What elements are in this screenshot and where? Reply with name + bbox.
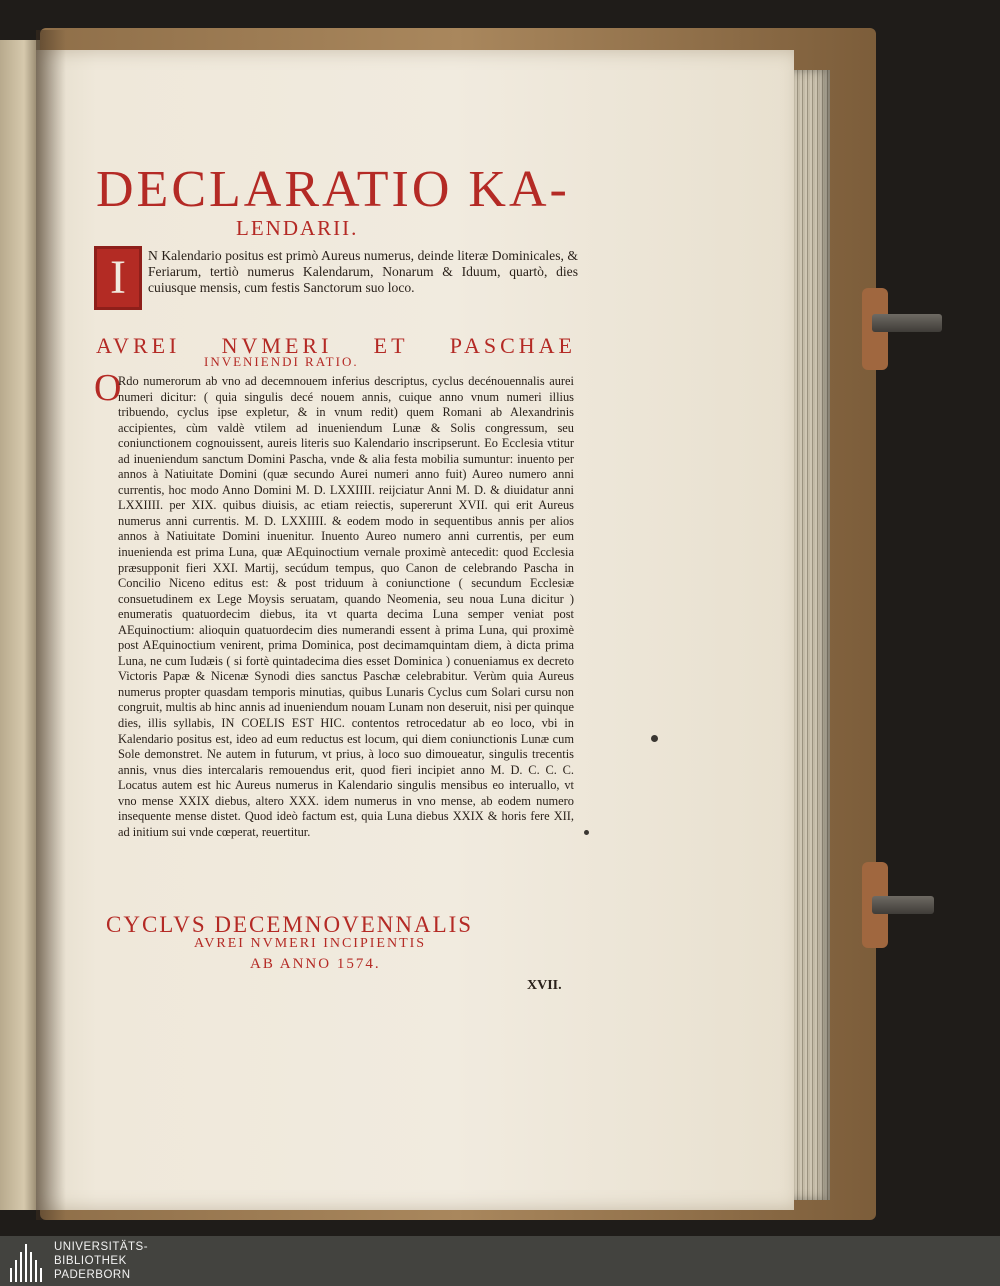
heading-word: NVMERI [221, 333, 333, 358]
clasp-bottom [872, 896, 934, 914]
spine-shadow [36, 30, 66, 1220]
title-line-1: DECLARATIO KA- [96, 161, 570, 218]
library-name-line: PADERBORN [54, 1269, 131, 1281]
section-subheading: INVENIENDI RATIO. [204, 354, 359, 369]
library-logo-icon [10, 1240, 48, 1282]
drop-cap: I [94, 246, 142, 310]
library-name-line: BIBLIOTHEK [54, 1255, 127, 1267]
heading-word: AVREI [96, 333, 181, 358]
title-line-2: LENDARII. [236, 216, 359, 240]
library-name [54, 1240, 148, 1282]
page-fore-edge [790, 70, 830, 1200]
heading-word: ET [373, 333, 409, 358]
initial-letter: O [94, 367, 122, 409]
library-name-line: UNIVERSITÄTS- [54, 1241, 149, 1253]
body-paragraph: Rdo numerorum ab vno ad decemnouem inferius descriptus, cyclus decénouennalis aurei numeri dicitur: ( quia singulis decé nouem annis, cuique anno vnum numeri illius tribuendo, cyclus ipse expletur, & in vnum redit) quem Romani ab Alexandrinis accipientes, cùm valdè vtilem ad inueniendum Lunæ & Solis congressum, seu coniunctionem cognouissent, aureis literis suo Kalendario inscripserunt. Eo Ecclesia vtitur ad inueniendum sanctum Domini Pascha, vnde & alia festa mobilia sumuntur: inuento per annos à Natiuitate Domini (quæ secundo Aurei numeri anno fuit) Aureo numero anni currentis, hoc modo Anno Domini M. D. LXXIIII. reijciatur Anni M. D. & diuidatur anni LXXIIII. per XIX. quibus diuisis, ac etiam reiectis, supererunt XVII. qui erit Aureus numerus anni currentis. M. D. LXXIIII. & eodem modo in sequentibus annis per alios annos à Natiuitate Domini inuenitur. Inuento Aureo numero anni currentis, per eum inuenienda est prima Luna, quæ AEquinoctium vernale proximè antecedit: quod Ecclesia præsupponit fieri XXI. Martij, secúdum tempus, quo Canon de celebrando Pascha in Concilio Niceno editus est: & post triduum à coniunctione ( secundum Ecclesiæ consuetudinem ex Lege Moysis seruatam, quando Neomenia, seu noua Luna dicitur ) enumeratis quatuordecim diebus, ita vt quarta decima Luna semper veniat post AEquinoctium: alioquin quatuordecim dies numerandi essent à prima Luna, qui proximè post AEquinoctium venirent, prima Dominica, post decimamquintam diem, à dicta prima Luna, ne cum Iudæis ( si fortè quintadecima dies esset Dominica ) conueniamus ex decreto Victoris Papæ & Nicenæ Synodi dies sanctus Paschæ celebrabitur. Verùm quia Aureus numerus propter quasdam temporis minutias, quibus Lunaris Cyclus cum Solari cursu non congruit, multis ab hinc annis ad inueniendum nouam Lunam non deseruit, nisi per quinque dies, illis syllabis, IN COELIS EST HIC. contentos retrocedatur ab eo loco, vbi in Kalendario positus est, ideo ad eum reductus est locum, qui diem coniunctionis Lunæ cum Sole demonstret. Ne autem in futurum, vt prius, à loco suo dimoueatur, singulis trecentis annis, vnus dies intercalaris remouendus erit, quod fieri incipiet anno M. D. C. C. C. Locatus autem est hic Aureus numerus in Kalendario singulis mensibus eo interuallo, vt vno mense XXIX diebus, altero XXX. idem numerus in vno mense, ab eodem numero insequente mense distet. Quod ideò factum est, quia Luna diebus XXIX & horis fere XII, ad initium sui vnde cœperat, reuertitur. [118, 374, 574, 839]
clasp-top [872, 314, 942, 332]
page-stain [584, 830, 589, 835]
intro-paragraph: N Kalendario positus est primò Aureus numerus, deinde literæ Dominicales, & Feriarum, tertiò numerus Kalendarum, Nonarum & Iduum, quartò, dies cuiusque mensis, cum festis Sanctorum suo loco. [148, 248, 578, 295]
cyclus-heading-1: CYCLVS DECEMNOVENNALIS [106, 912, 474, 937]
catchword: XVII. [527, 978, 562, 993]
left-page-edge [0, 40, 40, 1210]
cyclus-heading-3: AB ANNO 1574. [250, 956, 381, 972]
page-stain [651, 735, 658, 742]
cyclus-heading-2: AVREI NVMERI INCIPIENTIS [194, 936, 427, 951]
footer-bar [0, 1236, 1000, 1286]
heading-word: PASCHAE [449, 333, 576, 358]
